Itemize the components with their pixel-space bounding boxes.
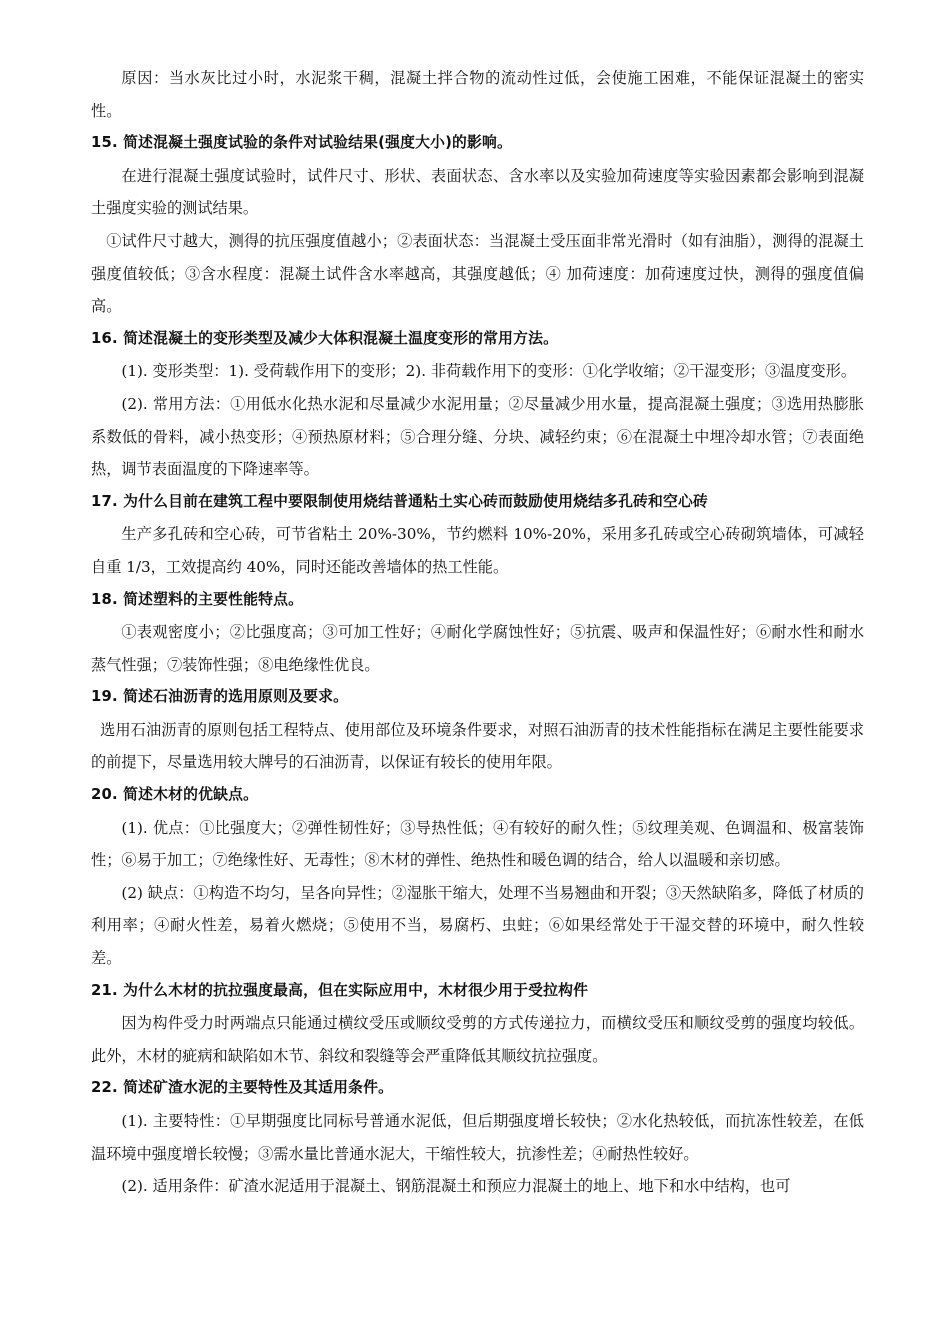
- question-heading: 20. 简述木材的优缺点。: [91, 786, 259, 804]
- question-heading: 17. 为什么目前在建筑工程中要限制使用烧结普通粘土实心砖而鼓励使用烧结多孔砖和空心砖: [91, 492, 709, 510]
- question-heading: 22. 简述矿渣水泥的主要特性及其适用条件。: [91, 1079, 394, 1097]
- answer-paragraph: 因为构件受力时两端点只能通过横纹受压或顺纹受剪的方式传递拉力，而横纹受压和顺纹受剪的强度均较低。此外，木材的疵病和缺陷如木节、斜纹和裂缝等会严重降低其顺纹抗拉强度。: [91, 1014, 864, 1065]
- answer-paragraph: (2). 适用条件：矿渣水泥适用于混凝土、钢筋混凝土和预应力混凝土的地上、地下和水中结构，也可: [121, 1177, 791, 1196]
- answer-paragraph: 在进行混凝土强度试验时，试件尺寸、形状、表面状态、含水率以及实验加荷速度等实验因素都会影响到混凝土强度实验的测试结果。: [91, 166, 864, 218]
- question-heading: 15. 简述混凝土强度试验的条件对试验结果(强度大小)的影响。: [91, 134, 513, 152]
- question-heading: 21. 为什么木材的抗拉强度最高，但在实际应用中，木材很少用于受拉构件: [91, 981, 589, 999]
- question-heading: 16. 简述混凝土的变形类型及减少大体积混凝土温度变形的常用方法。: [91, 329, 559, 347]
- answer-paragraph: 生产多孔砖和空心砖，可节省粘土 20%-30%，节约燃料 10%-20%，采用多孔砖或空心砖砌筑墙体，可减轻自重 1/3，工效提高约 40%，同时还能改善墙体的热工性能。: [91, 525, 864, 576]
- answer-paragraph: (2). 常用方法：①用低水化热水泥和尽量减少水泥用量；②尽量减少用水量，提高混凝土强度；③选用热膨胀系数低的骨料，减小热变形；④预热原材料；⑤合理分缝、分块、减轻约束；⑥在混凝土中埋冷却水管；⑦表面绝热，调节表面温度的下降速率等。: [91, 394, 864, 479]
- answer-paragraph: (1). 优点：①比强度大；②弹性韧性好；③导热性低；④有较好的耐久性；⑤纹理美观、色调温和、极富装饰性；⑥易于加工；⑦绝缘性好、无毒性；⑧木材的弹性、绝热性和暖色调的结合，给人以温暖和亲切感。: [91, 818, 864, 870]
- answer-paragraph: (1). 主要特性：①早期强度比同标号普通水泥低，但后期强度增长较快；②水化热较低，而抗冻性较差，在低温环境中强度增长较慢；③需水量比普通水泥大，干缩性较大，抗渗性差；④耐热性较好。: [91, 1112, 864, 1163]
- answer-paragraph: (2) 缺点：①构造不均匀，呈各向异性；②湿胀干缩大，处理不当易翘曲和开裂；③天然缺陷多，降低了材质的利用率；④耐火性差，易着火燃烧；⑤使用不当，易腐朽、虫蛀；⑥如果经常处于干湿交替的环境中，耐久性较差。: [91, 883, 864, 968]
- answer-paragraph: 原因：当水灰比过小时，水泥浆干稠，混凝土拌合物的流动性过低，会使施工困难，不能保证混凝土的密实性。: [91, 69, 864, 120]
- question-heading: 19. 简述石油沥青的选用原则及要求。: [91, 688, 349, 706]
- answer-paragraph: 选用石油沥青的原则包括工程特点、使用部位及环境条件要求，对照石油沥青的技术性能指标在满足主要性能要求的前提下，尽量选用较大牌号的石油沥青，以保证有较长的使用年限。: [91, 720, 864, 772]
- document-body: [91, 62, 864, 1203]
- question-heading: 18. 简述塑料的主要性能特点。: [91, 590, 304, 608]
- answer-paragraph: ①试件尺寸越大，测得的抗压强度值越小；②表面状态：当混凝土受压面非常光滑时（如有油脂），测得的混凝土强度值较低；③含水程度：混凝土试件含水率越高，其强度越低；④ 加荷速度：加荷速度过快，测得的强度值偏高。: [91, 231, 864, 316]
- answer-paragraph: (1). 变形类型：1). 受荷载作用下的变形；2). 非荷载作用下的变形：①化学收缩；②干湿变形；③温度变形。: [121, 362, 857, 381]
- answer-paragraph: ①表观密度小；②比强度高；③可加工性好；④耐化学腐蚀性好；⑤抗震、吸声和保温性好；⑥耐水性和耐水蒸气性强；⑦装饰性强；⑧电绝缘性优良。: [91, 623, 864, 674]
